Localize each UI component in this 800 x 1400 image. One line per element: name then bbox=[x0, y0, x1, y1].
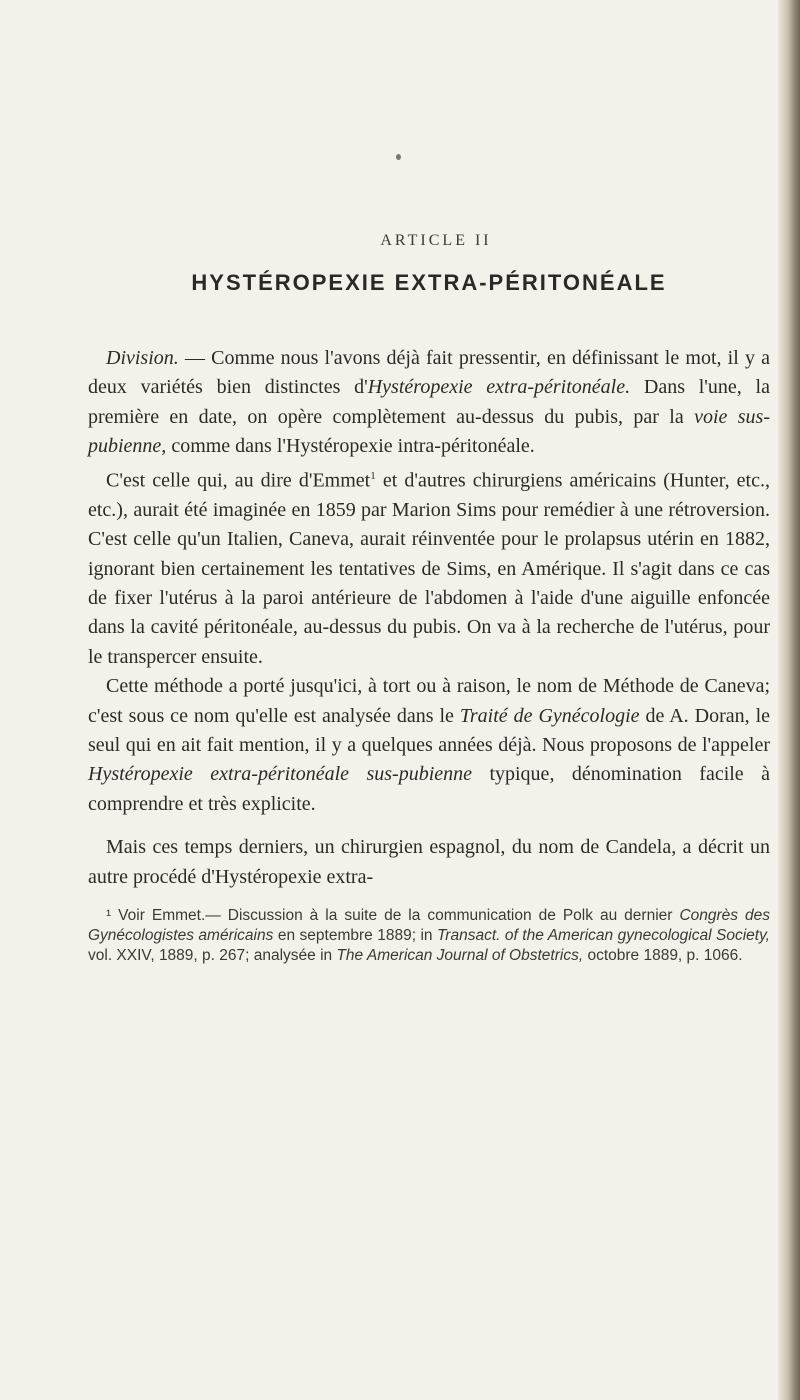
footnote-mark: ¹ bbox=[106, 906, 112, 924]
page-title: HYSTÉROPEXIE EXTRA-PÉRITONÉALE bbox=[191, 270, 667, 295]
paragraph-text: typique, dénomination facile à comprendre et très explicite. bbox=[88, 763, 770, 815]
page-edge bbox=[778, 0, 800, 1400]
paragraph-text: — Comme nous l'avons déjà fait pressentir, en définissant le mot, il y a deux variétés bien distinctes d' bbox=[88, 347, 770, 399]
italic-term: Hystéropexie extra-péritonéale. bbox=[367, 376, 631, 399]
footnote-italic: The American Journal of Obstetrics, bbox=[336, 946, 584, 964]
paragraph-text: et d'autres chirurgiens américains (Hunter, etc., etc.), aurait été imaginée en 1859 par Marion Sims pour remédier à une rétroversion. C'est celle qu'un Italien, Caneva, aurait réinventée pour le prolapsus utérin en 1882, ignorant bien certainement les tentatives de Sims, en Amérique. Il s'agit dans ce cas de fixer l'utérus à la paroi antérieure de l'abdomen à l'aide d'une aiguille enfoncée dans la cavité péritonéale, au-dessus du pubis. On va à la recherche de l'utérus, pour le transpercer ensuite. bbox=[88, 469, 770, 668]
paragraph-text: Dans l'une, la première en date, on opère complètement au-dessus du pubis, par la bbox=[88, 376, 770, 428]
paragraph-method bbox=[88, 672, 770, 819]
footnote-italic: Congrès des Gynécologistes américains bbox=[88, 906, 771, 944]
footnote-reference[interactable]: 1 bbox=[370, 469, 376, 482]
paragraph-text: C'est celle qui, au dire d'Emmet bbox=[106, 469, 371, 492]
article-label: ARTICLE II bbox=[380, 232, 492, 249]
paragraph-history bbox=[88, 462, 770, 673]
footnote-segment: vol. XXIV, 1889, p. 267; analysée in bbox=[88, 946, 337, 964]
paragraph-text: Cette méthode a porté jusqu'ici, à tort ou à raison, le nom de Méthode de Caneva; c'est sous ce nom qu'elle est analysée dans le bbox=[88, 675, 770, 727]
paragraph-text: comme dans l'Hystéropexie intra-péritonéale. bbox=[166, 435, 535, 458]
italic-term: voie sus-pubienne, bbox=[88, 405, 770, 458]
footnote-segment: en septembre 1889; in bbox=[273, 926, 437, 944]
footnote-segment: Voir Emmet.— Discussion à la suite de la communication de Polk au dernier bbox=[111, 906, 680, 924]
paragraph-division bbox=[88, 344, 770, 462]
division-lead: Division. bbox=[106, 347, 179, 369]
paper-speck bbox=[396, 154, 401, 160]
footnote-text bbox=[88, 906, 770, 966]
footnote-segment: octobre 1889, p. 1066. bbox=[583, 946, 743, 964]
paragraph-text: de A. Doran, le seul qui en ait fait mention, il y a quelques années déjà. Nous proposons de l'appeler bbox=[88, 704, 771, 756]
footnote-italic: Transact. of the American gynecological Society, bbox=[436, 926, 770, 944]
page-content bbox=[88, 232, 770, 966]
paragraph-text: Mais ces temps derniers, un chirurgien espagnol, du nom de Candela, a décrit un autre procédé d'Hystéropexie extra- bbox=[88, 836, 770, 888]
footnote bbox=[88, 906, 770, 966]
italic-term: Traité de Gynécologie bbox=[459, 704, 640, 727]
paragraph-candela bbox=[88, 833, 770, 892]
italic-term: Hystéropexie extra-péritonéale sus-pubienne bbox=[88, 763, 473, 786]
